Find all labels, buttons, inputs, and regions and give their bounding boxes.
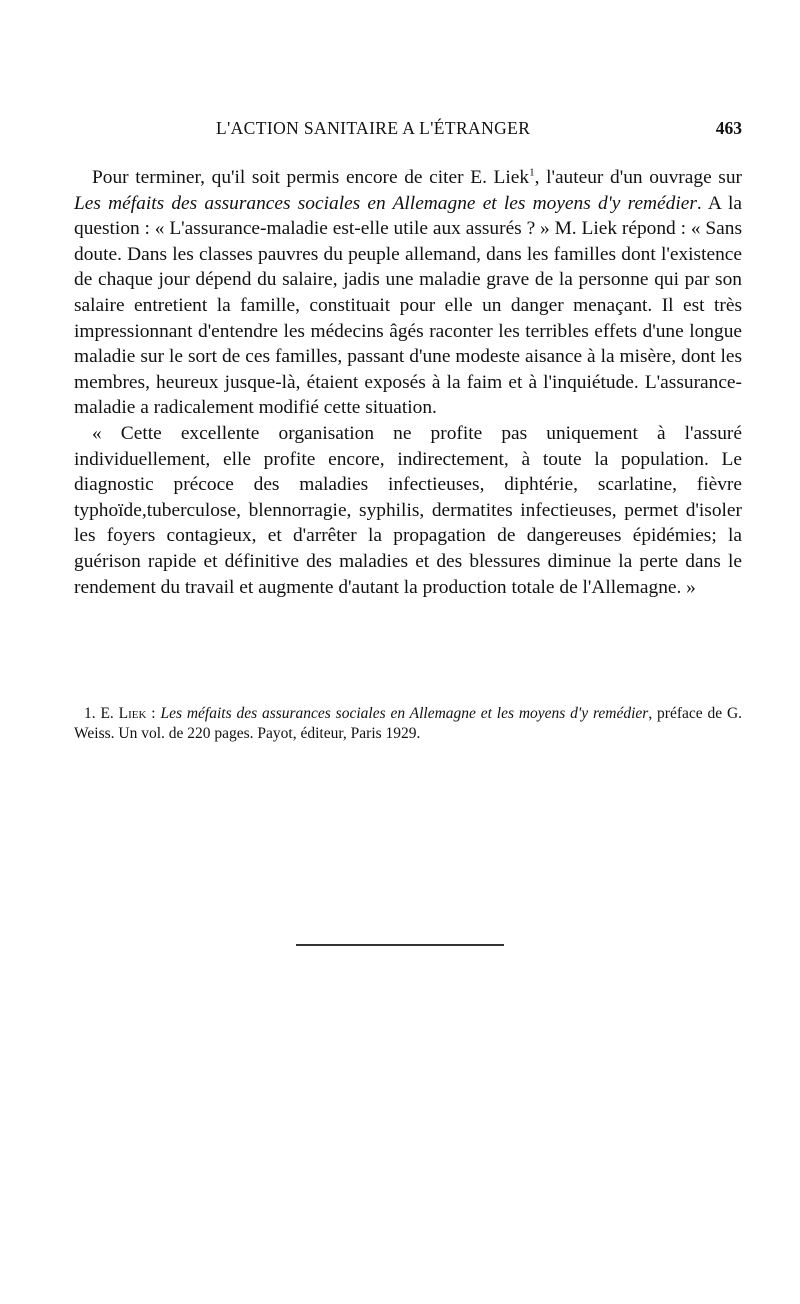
page-number: 463 — [715, 118, 742, 138]
text-run: Pour terminer, qu'il soit permis encore de citer E. Liek — [92, 167, 530, 188]
footnote-book-title: Les méfaits des assurances sociales en Allemagne et les moyens d'y remédier — [160, 705, 649, 722]
text-run: . A la question : « L'assurance-maladie est-elle utile aux assurés ? » M. Liek répond : « Sans doute. Dans les classes pauvres du peuple allemand, dans les familles dont l'existence de chaque jour dépend du salaire, jadis une maladie grave de la personne qui par son salaire entretient la famille, constituait pour elle un danger menaçant. Il est très impressionnant d'entendre les médecins âgés raconter les terribles effets d'une longue maladie sur le sort de ces familles, passant d'une modeste aisance à la misère, dont les membres, heureux jusque-là, étaient exposés à la faim et à l'inquiétude. L'assurance-maladie a radicalement modifié cette situation. — [74, 192, 743, 419]
page-header — [74, 118, 742, 148]
paragraph — [74, 165, 742, 421]
footnote — [74, 704, 742, 744]
paragraph: « Cette excellente organisation ne profite pas uniquement à l'assuré individuellement, elle profite encore, indirectement, à toute la population. Le diagnostic précoce des maladies infectieuses, diphtérie, scarlatine, fièvre typhoïde,tuberculose, blennorragie, syphilis, dermatites infectieuses, permet d'isoler les foyers contagieux, et d'arrêter la propagation de dangereuses épidémies; la guérison rapide et définitive des maladies et des blessures diminue la perte dans le rendement du travail et augmente d'autant la production totale de l'Allemagne. » — [74, 422, 742, 598]
footnote-number: 1. E. — [84, 705, 114, 722]
text-run: , l'auteur d'un ouvrage sur — [534, 167, 742, 188]
running-title: L'ACTION SANITAIRE A L'ÉTRANGER — [216, 118, 531, 138]
end-rule — [296, 944, 504, 946]
body-text — [74, 165, 742, 600]
footnote-author: Liek — [118, 705, 147, 722]
book-title: Les méfaits des assurances sociales en Allemagne et les moyens d'y remédier — [74, 192, 697, 214]
footnote-reference: 1 — [529, 166, 535, 179]
footnote-publication: , préface de G. Weiss. Un vol. de 220 pages. Payot, éditeur, Paris 1929. — [74, 705, 743, 742]
text-run: : — [146, 705, 161, 722]
footnote-text — [74, 704, 742, 744]
